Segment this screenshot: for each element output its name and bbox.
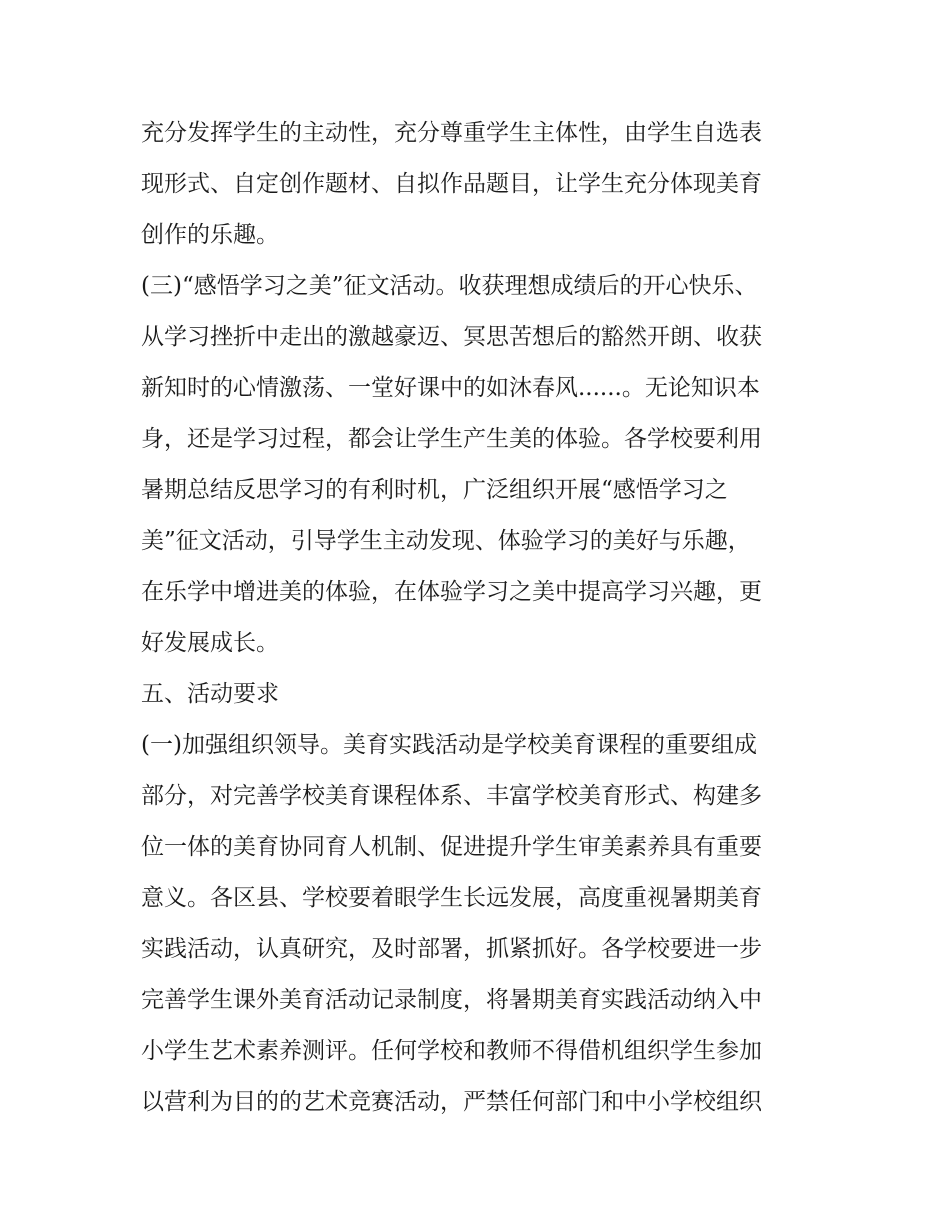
text-line: 实践活动，认真研究，及时部署，抓紧抓好。各学校要进一步 [141,936,762,962]
text-line: 部分，对完善学校美育课程体系、丰富学校美育形式、构建多 [141,783,762,809]
text-line: 暑期总结反思学习的有利时机，广泛组织开展“感悟学习之 [141,477,728,503]
text-line: 充分发挥学生的主动性，充分尊重学生主体性，由学生自选表 [141,120,762,146]
text-line: 小学生艺术素养测评。任何学校和教师不得借机组织学生参加 [141,1038,762,1064]
document-body [141,108,821,1128]
text-line: (三)“感悟学习之美”征文活动。收获理想成绩后的开心快乐、 [141,273,758,299]
section-heading: 五、活动要求 [141,681,279,707]
text-line: 创作的乐趣。 [141,222,279,248]
text-line: 好发展成长。 [141,630,279,656]
text-line: 从学习挫折中走出的激越豪迈、冥思苦想后的豁然开朗、收获 [141,324,762,350]
text-line: 位一体的美育协同育人机制、促进提升学生审美素养具有重要 [141,834,762,860]
text-line: (一)加强组织领导。美育实践活动是学校美育课程的重要组成 [141,732,757,758]
text-line: 身，还是学习过程，都会让学生产生美的体验。各学校要利用 [141,426,762,452]
text-line: 新知时的心情激荡、一堂好课中的如沐春风......。无论知识本 [141,375,760,401]
text-line: 现形式、自定创作题材、自拟作品题目，让学生充分体现美育 [141,171,762,197]
text-line: 完善学生课外美育活动记录制度，将暑期美育实践活动纳入中 [141,987,762,1013]
text-line: 在乐学中增进美的体验，在体验学习之美中提高学习兴趣，更 [141,579,762,605]
text-line: 意义。各区县、学校要着眼学生长远发展，高度重视暑期美育 [141,885,762,911]
text-line: 美”征文活动，引导学生主动发现、体验学习的美好与乐趣， [141,528,751,554]
text-line: 以营利为目的的艺术竞赛活动，严禁任何部门和中小学校组织 [141,1089,762,1115]
